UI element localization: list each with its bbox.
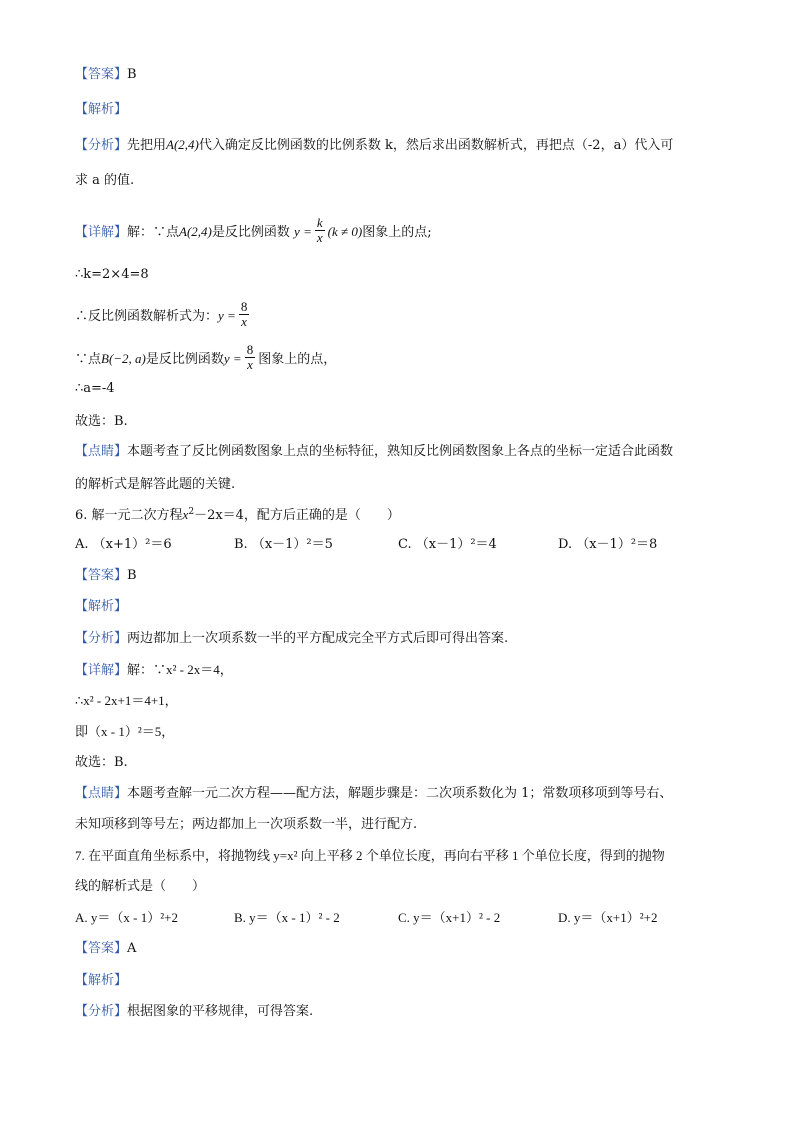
q6-dianjing-b: 未知项移到等号左；两边都加上一次项系数一半，进行配方. <box>75 817 418 832</box>
q5-dianjing-b: 的解析式是解答此题的关键. <box>75 477 236 492</box>
q6-dianjing-line <box>75 785 672 803</box>
q5-fenxi-b: 代入确定反比例函数的比例系数 k，然后求出函数解析式，再把点（-2，a）代入可 <box>198 138 674 153</box>
xiangjie-tag: 【详解】 <box>75 663 128 678</box>
q7-option-b-text: B. y＝（x - 1）² - 2 <box>234 910 340 925</box>
q6-stem: 6. 解一元二次方程$x^2-2x=4$，配方后正确的是（ ） <box>75 507 400 523</box>
dianjing-tag: 【点睛】 <box>75 786 128 801</box>
q7-stem <box>75 847 665 866</box>
q5-step4-text: ∴a=-4 <box>75 381 115 396</box>
q5-step2-fraction <box>239 300 250 329</box>
fenxi-tag: 【分析】 <box>75 1004 128 1019</box>
q5-fenxi-c: 求 a 的值. <box>75 173 135 188</box>
fraction-denominator: x <box>239 314 250 329</box>
q5-fenxi-a: 先把用 <box>127 138 167 153</box>
q6-option-c-text: C. （x－1）²＝4 <box>398 537 497 552</box>
q6-dianjing-a: 本题考查解一元二次方程——配方法，解题步骤是：二次项系数化为 1；常数项移项到等号右、 <box>127 786 673 801</box>
q6-stem-b: －2x＝4，配方后正确的是（ ） <box>194 508 400 523</box>
q5-step2-y: y = <box>218 308 236 323</box>
q5-choose <box>75 413 128 431</box>
q5-step3-b: 是反比例函数 <box>145 352 224 367</box>
q6-answer: B <box>127 568 137 583</box>
fraction-numerator: 8 <box>240 299 248 314</box>
q5-detail-b: 是反比例函数 <box>211 225 290 240</box>
q5-step3-a: ∵点 <box>75 352 102 367</box>
q5-step3-c: 图象上的点， <box>258 352 337 367</box>
answer-tag: 【答案】 <box>75 67 128 82</box>
q6-choose-text: 故选：B. <box>75 755 128 770</box>
q7-stem-b: 线的解析式是（ ） <box>75 879 206 894</box>
q6-step1-text: ∴x² - 2x+1＝4+1， <box>75 693 178 708</box>
q6-fenxi: 两边都加上一次项系数一半的平方配成完全平方式后即可得出答案. <box>127 631 509 646</box>
q5-choose-text: 故选：B. <box>75 414 128 429</box>
q5-dianjing-cont <box>75 476 235 494</box>
q5-step2 <box>75 299 252 331</box>
q6-option-b[interactable] <box>234 536 333 554</box>
q7-fenxi-line <box>75 1003 313 1021</box>
analysis-tag: 【解析】 <box>75 973 128 988</box>
q5-fraction-k-x <box>315 216 325 245</box>
q5-step2-text: ∴反比例函数解析式为： <box>75 309 219 324</box>
q6-step1 <box>75 692 178 711</box>
answer-tag: 【答案】 <box>75 568 128 583</box>
analysis-tag: 【解析】 <box>75 599 128 614</box>
q6-dianjing-cont <box>75 816 417 834</box>
q7-option-b[interactable] <box>234 909 340 927</box>
q5-step3-point: B(−2, a) <box>101 351 146 366</box>
q6-option-c[interactable] <box>398 536 497 554</box>
xiangjie-tag: 【详解】 <box>75 225 128 240</box>
dianjing-tag: 【点睛】 <box>75 444 128 459</box>
q6-step2 <box>75 723 174 742</box>
q7-option-d[interactable] <box>558 909 657 927</box>
q5-step1 <box>75 266 149 284</box>
q7-option-d-text: D. y＝（x+1）²+2 <box>558 910 658 925</box>
q5-dianjing-line <box>75 443 673 461</box>
q7-answer-line <box>75 940 136 958</box>
q6-step2-text: 即（x - 1）²＝5， <box>75 724 175 739</box>
q7-option-c[interactable] <box>398 909 500 927</box>
q5-answer: B <box>127 67 137 82</box>
q5-detail-line <box>75 215 432 247</box>
q5-step3-y: y = <box>223 351 242 366</box>
fraction-denominator: x <box>316 230 323 245</box>
q5-step3-fraction <box>245 343 256 372</box>
q5-fenxi-point: A(2,4) <box>166 137 199 152</box>
q5-step1-text: ∴k=2×4=8 <box>75 267 149 282</box>
q5-step3 <box>75 342 337 374</box>
q6-detail-line <box>75 661 233 680</box>
analysis-tag: 【解析】 <box>75 102 128 117</box>
q5-func-y: y = <box>294 224 312 239</box>
q7-answer: A <box>127 941 137 956</box>
q6-fenxi-line <box>75 630 508 648</box>
fenxi-tag: 【分析】 <box>75 631 128 646</box>
q7-stem-cont <box>75 878 205 896</box>
q5-func-cond: (k ≠ 0) <box>327 224 363 239</box>
q6-option-d-text: D. （x－1）²＝8 <box>558 537 658 552</box>
q6-choose <box>75 754 128 772</box>
q6-analysis-line <box>75 598 127 616</box>
fraction-numerator: k <box>316 215 323 230</box>
q6-detail-eq: x² - 2x＝4， <box>166 662 233 677</box>
q6-option-d[interactable] <box>558 536 657 554</box>
q6-option-a-text: A. （x+1）²＝6 <box>75 537 172 552</box>
q6-detail-a: 解：∵ <box>127 663 167 678</box>
q6-stem-a: 6. 解一元二次方程 <box>75 508 183 523</box>
fenxi-tag: 【分析】 <box>75 138 128 153</box>
q6-stem-x: x <box>182 507 189 522</box>
fraction-numerator: 8 <box>246 342 254 357</box>
q7-option-c-text: C. y＝（x+1）² - 2 <box>398 910 501 925</box>
q5-step4 <box>75 380 115 398</box>
answer-tag: 【答案】 <box>75 941 128 956</box>
q5-fenxi-cont <box>75 172 134 190</box>
q7-stem-a: 7. 在平面直角坐标系中，将抛物线 y=x² 向上平移 2 个单位长度，再向右平移 1 个单位长度，得到的抛物 <box>75 848 665 863</box>
q5-detail-c: 图象上的点; <box>362 225 432 240</box>
q5-dianjing-a: 本题考查了反比例函数图象上点的坐标特征，熟知反比例函数图象上各点的坐标一定适合此函数 <box>127 444 674 459</box>
q5-answer-line <box>75 66 137 84</box>
q5-detail-a: 解：∵点 <box>127 225 180 240</box>
q7-option-a[interactable] <box>75 909 178 927</box>
q7-analysis-line <box>75 972 127 990</box>
q6-answer-line <box>75 567 137 585</box>
q7-fenxi: 根据图象的平移规律，可得答案. <box>127 1004 314 1019</box>
q5-analysis-line <box>75 101 127 119</box>
q6-option-b-text: B. （x－1）²＝5 <box>234 537 333 552</box>
q5-fenxi-line <box>75 136 673 155</box>
q5-detail-point: A(2,4) <box>179 224 212 239</box>
fraction-denominator: x <box>245 357 256 372</box>
q6-option-a[interactable] <box>75 536 172 554</box>
q7-option-a-text: A. y＝（x - 1）²+2 <box>75 910 178 925</box>
